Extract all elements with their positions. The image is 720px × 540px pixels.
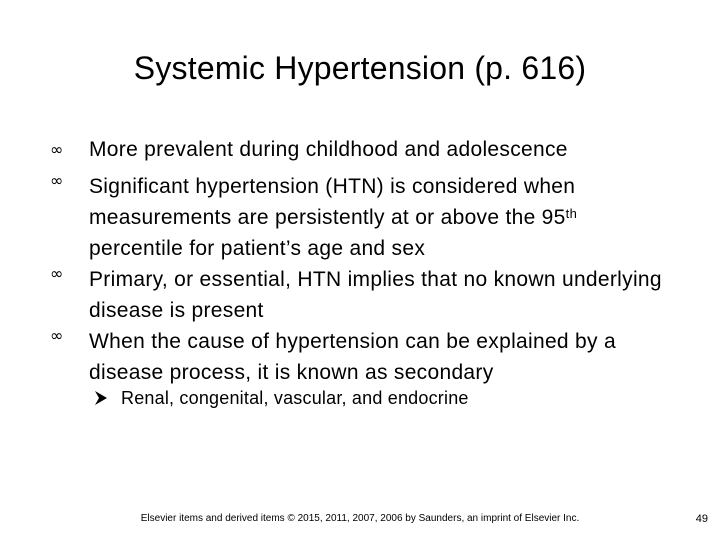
bullet-text-part: percentile for patient’s age and sex <box>89 237 426 260</box>
sub-bullet-text: Renal, congenital, vascular, and endocrine <box>121 388 469 408</box>
sub-bullet-item <box>0 383 720 413</box>
page-number: 49 <box>695 513 708 525</box>
bullet-text: More prevalent during childhood and adolescence <box>89 138 568 161</box>
infinity-icon: ∞ <box>50 140 64 159</box>
bullet-text: Primary, or essential, HTN implies that no known underlying disease is present <box>89 268 662 322</box>
bullet-text: When the cause of hypertension can be explained by a disease process, it is known as secondary <box>89 330 616 384</box>
infinity-icon: ∞ <box>50 326 64 345</box>
arrowhead-icon <box>93 389 109 407</box>
copyright-footer: Elsevier items and derived items © 2015, 2011, 2007, 2006 by Saunders, an imprint of Elsevier Inc. <box>140 513 580 524</box>
bullet-text <box>89 171 669 264</box>
infinity-icon: ∞ <box>50 171 64 190</box>
bullet-text-part: Significant hypertension (HTN) is considered when measurements are persistently at or above the 95 <box>89 175 576 229</box>
slide-title: Systemic Hypertension (p. 616) <box>133 50 587 86</box>
infinity-icon: ∞ <box>50 264 64 283</box>
superscript: th <box>565 206 578 221</box>
